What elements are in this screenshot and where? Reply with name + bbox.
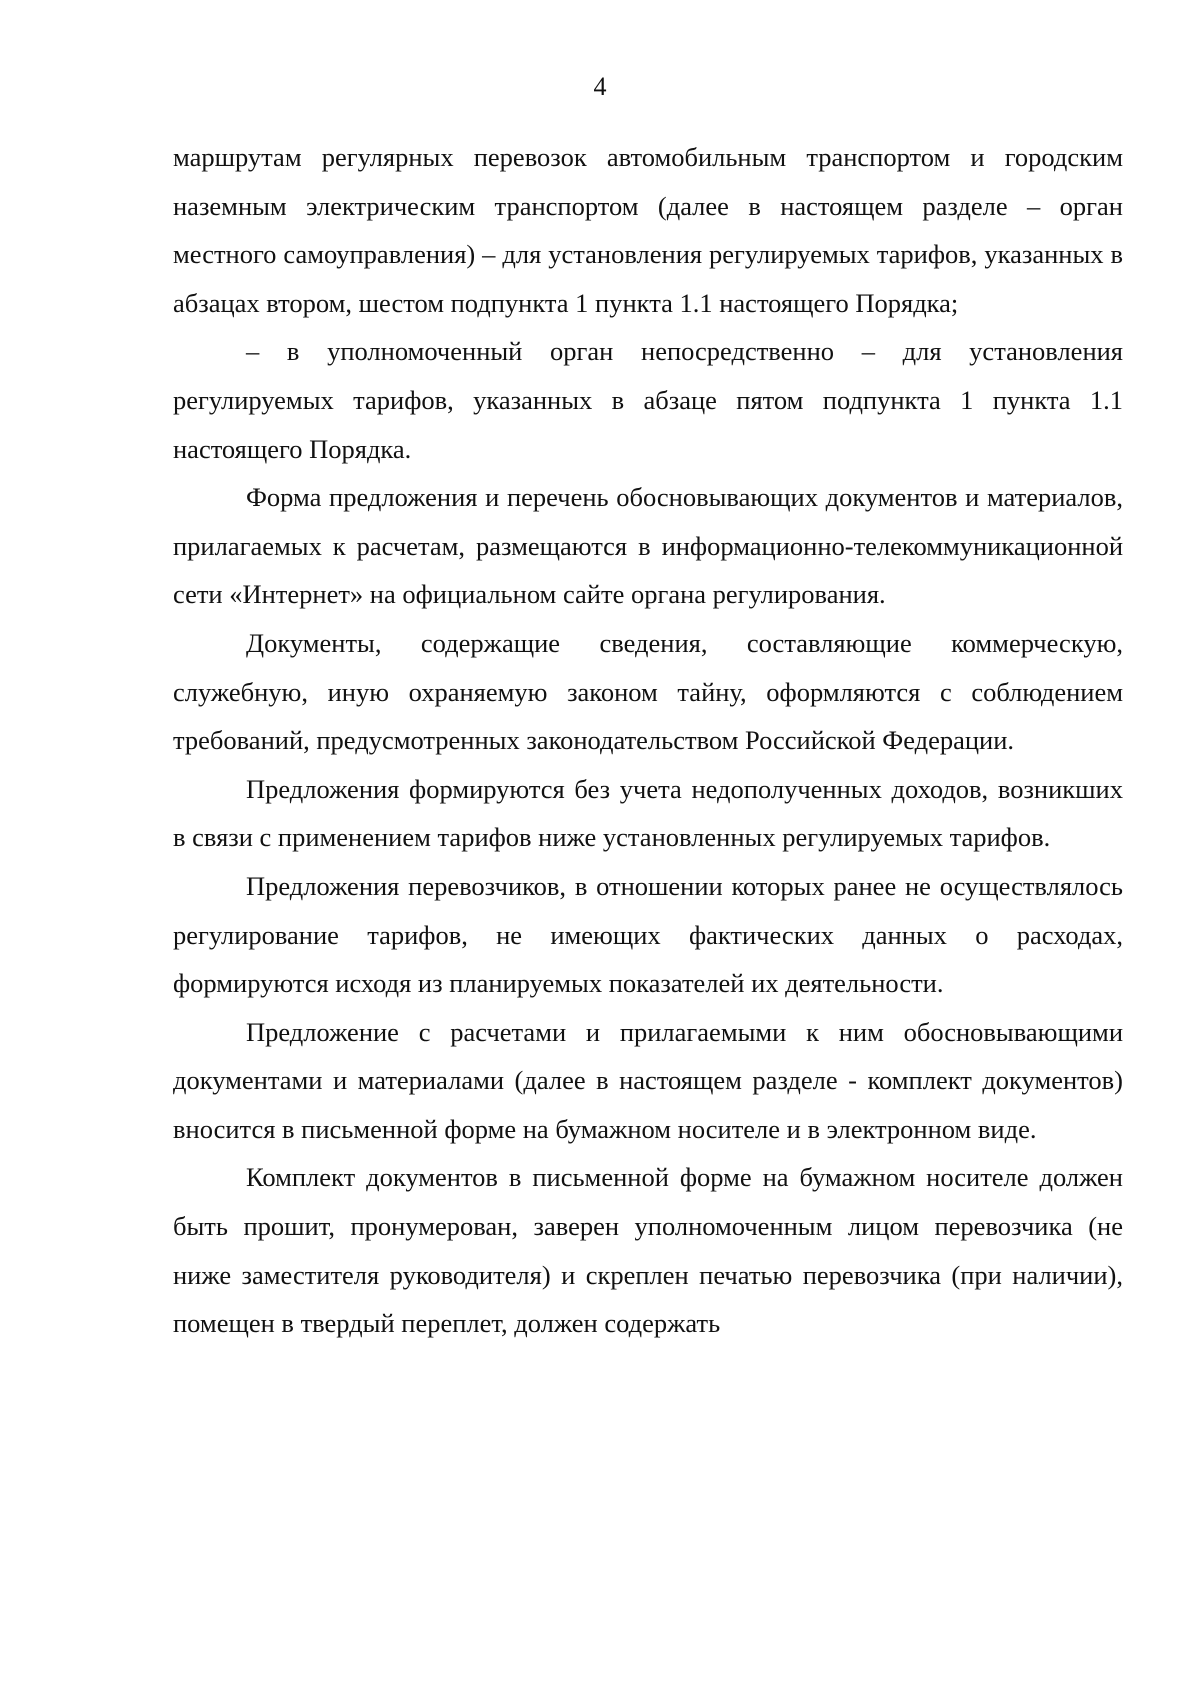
paragraph-authorized-body: – в уполномоченный орган непосредственно – для установления регулируемых тарифов, указанных в абзаце пятом подпункта 1 пункта 1.1 настоящего Порядка. xyxy=(173,336,1123,464)
paragraph-lost-income: Предложения формируются без учета недополученных доходов, возникших в связи с применением тарифов ниже установленных регулируемых тарифов. xyxy=(173,773,1123,853)
paragraph-paper-requirements: Комплект документов в письменной форме на бумажном носителе должен быть прошит, пронумерован, заверен уполномоченным лицом перевозчика (не ниже заместителя руководителя) и скреплен печатью перевозчика (при наличии), помещен в твердый переплет, должен содержать xyxy=(173,1162,1123,1339)
paragraph-confidential-documents: Документы, содержащие сведения, составляющие коммерческую, служебную, иную охраняемую законом тайну, оформляются с соблюдением требований, предусмотренных законодательством Российской Федерации. xyxy=(173,627,1123,756)
document-body xyxy=(173,133,1123,1348)
paragraph-continuation: маршрутам регулярных перевозок автомобильным транспортом и городским наземным электрическим транспортом (далее в настоящем разделе – орган местного самоуправления) – для установления регулируемых тарифов, указанных в абзацах втором, шестом подпункта 1 пункта 1.1 настоящего Порядка; xyxy=(173,142,1123,318)
paragraph-document-set: Предложение с расчетами и прилагаемыми к ним обосновывающими документами и материалами (далее в настоящем разделе - комплект документов) вносится в письменной форме на бумажном носителе и в электронном виде. xyxy=(173,1016,1123,1144)
paragraph-proposal-form: Форма предложения и перечень обосновывающих документов и материалов, прилагаемых к расчетам, размещаются в информационно-телекоммуникационной сети «Интернет» на официальном сайте органа регулирования. xyxy=(173,482,1123,610)
paragraph-new-carriers: Предложения перевозчиков, в отношении которых ранее не осуществлялось регулирование тарифов, не имеющих фактических данных о расходах, формируются исходя из планируемых показателей их деятельности. xyxy=(173,870,1123,999)
page-number: 4 xyxy=(593,72,607,101)
